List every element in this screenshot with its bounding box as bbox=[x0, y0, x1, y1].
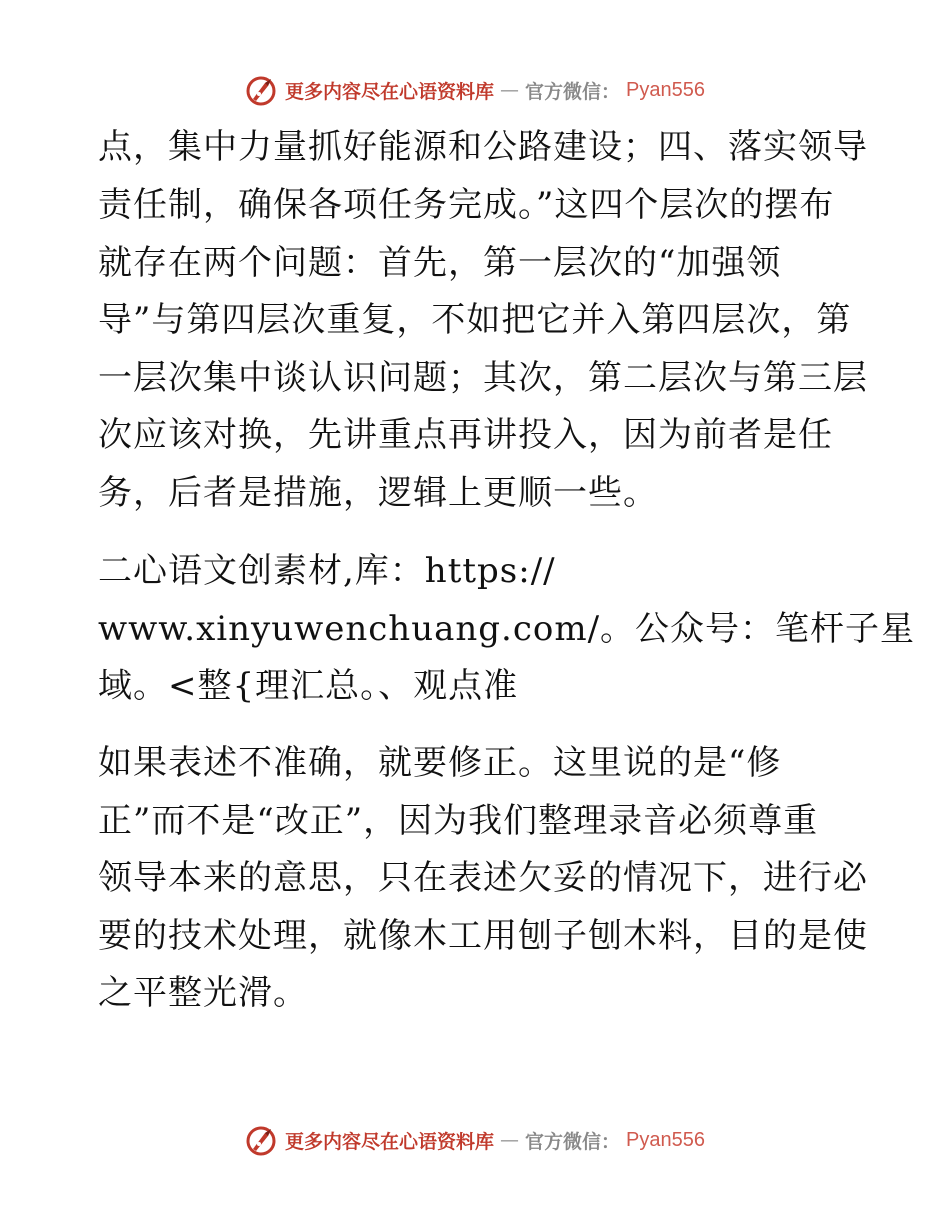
text-line-url: www.xinyuwenchuang.com/。公众号：笔杆子星 bbox=[98, 609, 916, 649]
text-line: 如果表述不准确，就要修正。这里说的是“修 bbox=[98, 743, 782, 783]
text-line: 要的技术处理，就像木工用刨子刨木料，目的是使 bbox=[98, 916, 868, 956]
text-line: 之平整光滑。 bbox=[98, 973, 308, 1013]
text-line-url-label: 二心语文创素材,库：https:// bbox=[98, 551, 556, 591]
footer-site-text: 更多内容尽在心语资料库 bbox=[285, 1130, 495, 1153]
text-line: 导”与第四层次重复，不如把它并入第四层次，第 bbox=[98, 300, 852, 340]
header-wechat-id: Pyan556 bbox=[626, 78, 705, 101]
header-site-text: 更多内容尽在心语资料库 bbox=[285, 80, 495, 103]
text-line: 务，后者是措施，逻辑上更顺一些。 bbox=[98, 473, 658, 513]
text-line: 责任制，确保各项任务完成。”这四个层次的摆布 bbox=[98, 185, 835, 225]
text-line: 正”而不是“改正”，因为我们整理录音必须尊重 bbox=[98, 801, 819, 841]
footer-banner bbox=[0, 1120, 950, 1160]
text-line: 域。<整{理汇总。、观点准 bbox=[98, 666, 519, 706]
header-wechat-label: 官方微信： bbox=[525, 80, 621, 103]
header-dash: — bbox=[500, 79, 520, 101]
text-line: 一层次集中谈认识问题；其次，第二层次与第三层 bbox=[98, 358, 868, 398]
text-line: 领导本来的意思，只在表述欠妥的情况下，进行必 bbox=[98, 858, 868, 898]
footer-dash: — bbox=[500, 1129, 520, 1151]
header-banner bbox=[0, 70, 950, 110]
pen-nib-logo-icon bbox=[245, 73, 279, 107]
pen-nib-logo-icon bbox=[245, 1123, 279, 1157]
footer-wechat-label: 官方微信： bbox=[525, 1130, 621, 1153]
footer-wechat-id: Pyan556 bbox=[626, 1128, 705, 1151]
text-line: 点，集中力量抓好能源和公路建设；四、落实领导 bbox=[98, 127, 868, 167]
text-line: 就存在两个问题：首先，第一层次的“加强领 bbox=[98, 243, 782, 283]
text-line: 次应该对换，先讲重点再讲投入，因为前者是任 bbox=[98, 415, 833, 455]
